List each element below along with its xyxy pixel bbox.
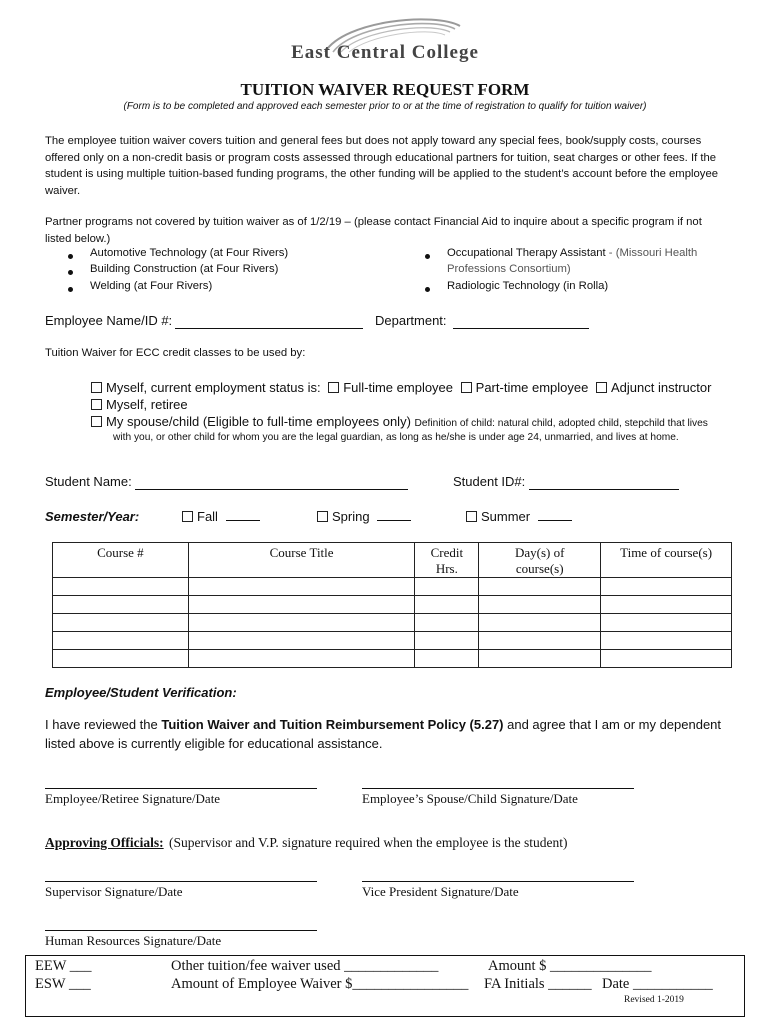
approval-heading: Approving Officials: bbox=[45, 835, 164, 850]
option-retiree-row bbox=[91, 397, 188, 412]
revision-note: Revised 1-2019 bbox=[624, 995, 684, 1005]
child-definition: Definition of child: natural child, adopted child, stepchild that lives bbox=[414, 418, 708, 429]
hr-signature-label: Human Resources Signature/Date bbox=[45, 933, 222, 948]
full-time-checkbox[interactable] bbox=[328, 382, 339, 393]
summer-option bbox=[466, 509, 572, 524]
table-cell[interactable] bbox=[53, 614, 189, 632]
table-cell[interactable] bbox=[188, 632, 415, 650]
summer-label: Summer bbox=[481, 509, 531, 524]
department-field[interactable] bbox=[453, 313, 589, 329]
bullet-dot bbox=[68, 287, 73, 292]
partner-item: Building Construction (at Four Rivers) bbox=[90, 263, 279, 275]
date-field[interactable]: Date ___________ bbox=[602, 976, 713, 992]
table-row bbox=[53, 614, 732, 632]
student-id-field[interactable] bbox=[529, 474, 679, 490]
adjunct-label: Adjunct instructor bbox=[611, 380, 712, 395]
summer-checkbox[interactable] bbox=[466, 511, 477, 522]
table-cell[interactable] bbox=[188, 650, 415, 668]
table-cell[interactable] bbox=[479, 632, 601, 650]
form-subtitle: (Form is to be completed and approved each semester prior to or at the time of registration to qualify for tuition waiver) bbox=[123, 101, 647, 112]
partner-heading: Partner programs not covered by tuition waiver as of 1/2/19 – (please contact Financial Aid to inquire about a specific program if not listed below.) bbox=[45, 216, 702, 245]
adjunct-checkbox[interactable] bbox=[596, 382, 607, 393]
vp-signature-label: Vice President Signature/Date bbox=[362, 884, 519, 899]
option-family-label: My spouse/child (Eligible to full-time employees only) bbox=[106, 414, 411, 429]
partner-item: Occupational Therapy Assistant - (Missouri Health bbox=[447, 247, 698, 259]
employee-signature-line[interactable] bbox=[45, 788, 317, 789]
course-table-header bbox=[53, 543, 732, 578]
header-credit-hours: Credit Hrs. bbox=[415, 543, 479, 578]
table-cell[interactable] bbox=[188, 614, 415, 632]
fall-checkbox[interactable] bbox=[182, 511, 193, 522]
table-cell[interactable] bbox=[601, 632, 732, 650]
spring-checkbox[interactable] bbox=[317, 511, 328, 522]
table-cell[interactable] bbox=[479, 596, 601, 614]
header-course-title: Course Title bbox=[188, 543, 415, 578]
table-cell[interactable] bbox=[188, 578, 415, 596]
table-cell[interactable] bbox=[415, 614, 479, 632]
spring-option bbox=[317, 509, 411, 524]
table-cell[interactable] bbox=[188, 596, 415, 614]
student-name-field[interactable] bbox=[135, 474, 408, 490]
header-time: Time of course(s) bbox=[601, 543, 732, 578]
other-waiver-field[interactable]: Other tuition/fee waiver used _____________ bbox=[171, 958, 439, 974]
employee-waiver-amount-field[interactable]: Amount of Employee Waiver $________________ bbox=[171, 976, 469, 992]
form-title: TUITION WAIVER REQUEST FORM bbox=[240, 80, 530, 99]
child-definition-cont: with you, or other child for whom you are the legal guardian, as long as he/she is under age 24, unmarried, and lives at home. bbox=[113, 432, 679, 443]
fall-option bbox=[182, 509, 260, 524]
partner-item-note: Professions Consortium) bbox=[447, 263, 571, 275]
intro-paragraph: The employee tuition waiver covers tuition and general fees but does not apply toward any special fees, book/supply costs, courses offered only on a non-credit basis or program costs assessed through educational partners for tuition, seat charges or other fees. If the student is using multiple tuition-based funding programs, the other funding will be applied to the student’s account before the employee waiver. bbox=[45, 135, 719, 197]
spouse-signature-label: Employee’s Spouse/Child Signature/Date bbox=[362, 791, 578, 806]
option-retiree-label: Myself, retiree bbox=[106, 397, 188, 412]
table-cell[interactable] bbox=[415, 578, 479, 596]
myself-checkbox[interactable] bbox=[91, 382, 102, 393]
spring-year-field[interactable] bbox=[377, 520, 411, 521]
approval-note: (Supervisor and V.P. signature required when the employee is the student) bbox=[169, 835, 568, 850]
table-row bbox=[53, 578, 732, 596]
verification-statement: I have reviewed the Tuition Waiver and Tuition Reimbursement Policy (5.27) and agree that I am or my dependent listed above is currently eligible for educational assistance. bbox=[45, 717, 722, 751]
eew-field[interactable]: EEW ___ bbox=[35, 958, 92, 974]
summer-year-field[interactable] bbox=[538, 520, 572, 521]
part-time-label: Part-time employee bbox=[475, 380, 589, 395]
table-cell[interactable] bbox=[53, 650, 189, 668]
verification-heading: Employee/Student Verification: bbox=[45, 685, 237, 700]
table-cell[interactable] bbox=[479, 650, 601, 668]
header-days: Day(s) of course(s) bbox=[479, 543, 601, 578]
table-cell[interactable] bbox=[53, 632, 189, 650]
header-course-number: Course # bbox=[53, 543, 189, 578]
partner-item: Welding (at Four Rivers) bbox=[90, 280, 213, 292]
usage-heading: Tuition Waiver for ECC credit classes to be used by: bbox=[45, 347, 306, 359]
bullet-dot bbox=[68, 254, 73, 259]
college-name: East Central College bbox=[291, 42, 479, 63]
spring-label: Spring bbox=[332, 509, 370, 524]
full-time-label: Full-time employee bbox=[343, 380, 454, 395]
table-row bbox=[53, 632, 732, 650]
table-cell[interactable] bbox=[601, 650, 732, 668]
department-label: Department: bbox=[375, 313, 447, 328]
supervisor-signature-line[interactable] bbox=[45, 881, 317, 882]
table-cell[interactable] bbox=[601, 614, 732, 632]
partner-item: Radiologic Technology (in Rolla) bbox=[447, 280, 609, 292]
fall-label: Fall bbox=[197, 509, 218, 524]
retiree-checkbox[interactable] bbox=[91, 399, 102, 410]
table-cell[interactable] bbox=[53, 578, 189, 596]
employee-name-field[interactable] bbox=[175, 313, 363, 329]
table-cell[interactable] bbox=[479, 614, 601, 632]
employee-signature-label: Employee/Retiree Signature/Date bbox=[45, 791, 221, 806]
option-myself-label: Myself, current employment status is: bbox=[106, 380, 321, 395]
bullet-dot bbox=[68, 270, 73, 275]
option-family-row bbox=[91, 414, 708, 429]
spouse-child-checkbox[interactable] bbox=[91, 416, 102, 427]
fa-initials-field[interactable]: FA Initials ______ bbox=[484, 976, 592, 992]
part-time-checkbox[interactable] bbox=[461, 382, 472, 393]
table-row bbox=[53, 596, 732, 614]
table-row bbox=[53, 650, 732, 668]
fall-year-field[interactable] bbox=[226, 520, 260, 521]
student-id-label: Student ID#: bbox=[453, 474, 526, 489]
table-cell[interactable] bbox=[601, 596, 732, 614]
bullet-dot bbox=[425, 287, 430, 292]
esw-field[interactable]: ESW ___ bbox=[35, 976, 91, 992]
spouse-signature-line[interactable] bbox=[362, 788, 634, 789]
student-name-label: Student Name: bbox=[45, 474, 132, 489]
hr-signature-line[interactable] bbox=[45, 930, 317, 931]
table-cell[interactable] bbox=[601, 578, 732, 596]
table-cell[interactable] bbox=[415, 650, 479, 668]
semester-label: Semester/Year: bbox=[45, 509, 140, 524]
course-table bbox=[52, 542, 732, 668]
table-cell[interactable] bbox=[479, 578, 601, 596]
amount-field[interactable]: Amount $ ______________ bbox=[488, 958, 652, 974]
supervisor-signature-label: Supervisor Signature/Date bbox=[45, 884, 183, 899]
partner-item: Automotive Technology (at Four Rivers) bbox=[90, 247, 289, 259]
table-cell[interactable] bbox=[53, 596, 189, 614]
bullet-dot bbox=[425, 254, 430, 259]
table-cell[interactable] bbox=[415, 632, 479, 650]
employee-name-label: Employee Name/ID #: bbox=[45, 313, 173, 328]
vp-signature-line[interactable] bbox=[362, 881, 634, 882]
approval-row bbox=[45, 835, 567, 851]
table-cell[interactable] bbox=[415, 596, 479, 614]
option-myself-row bbox=[91, 380, 711, 395]
